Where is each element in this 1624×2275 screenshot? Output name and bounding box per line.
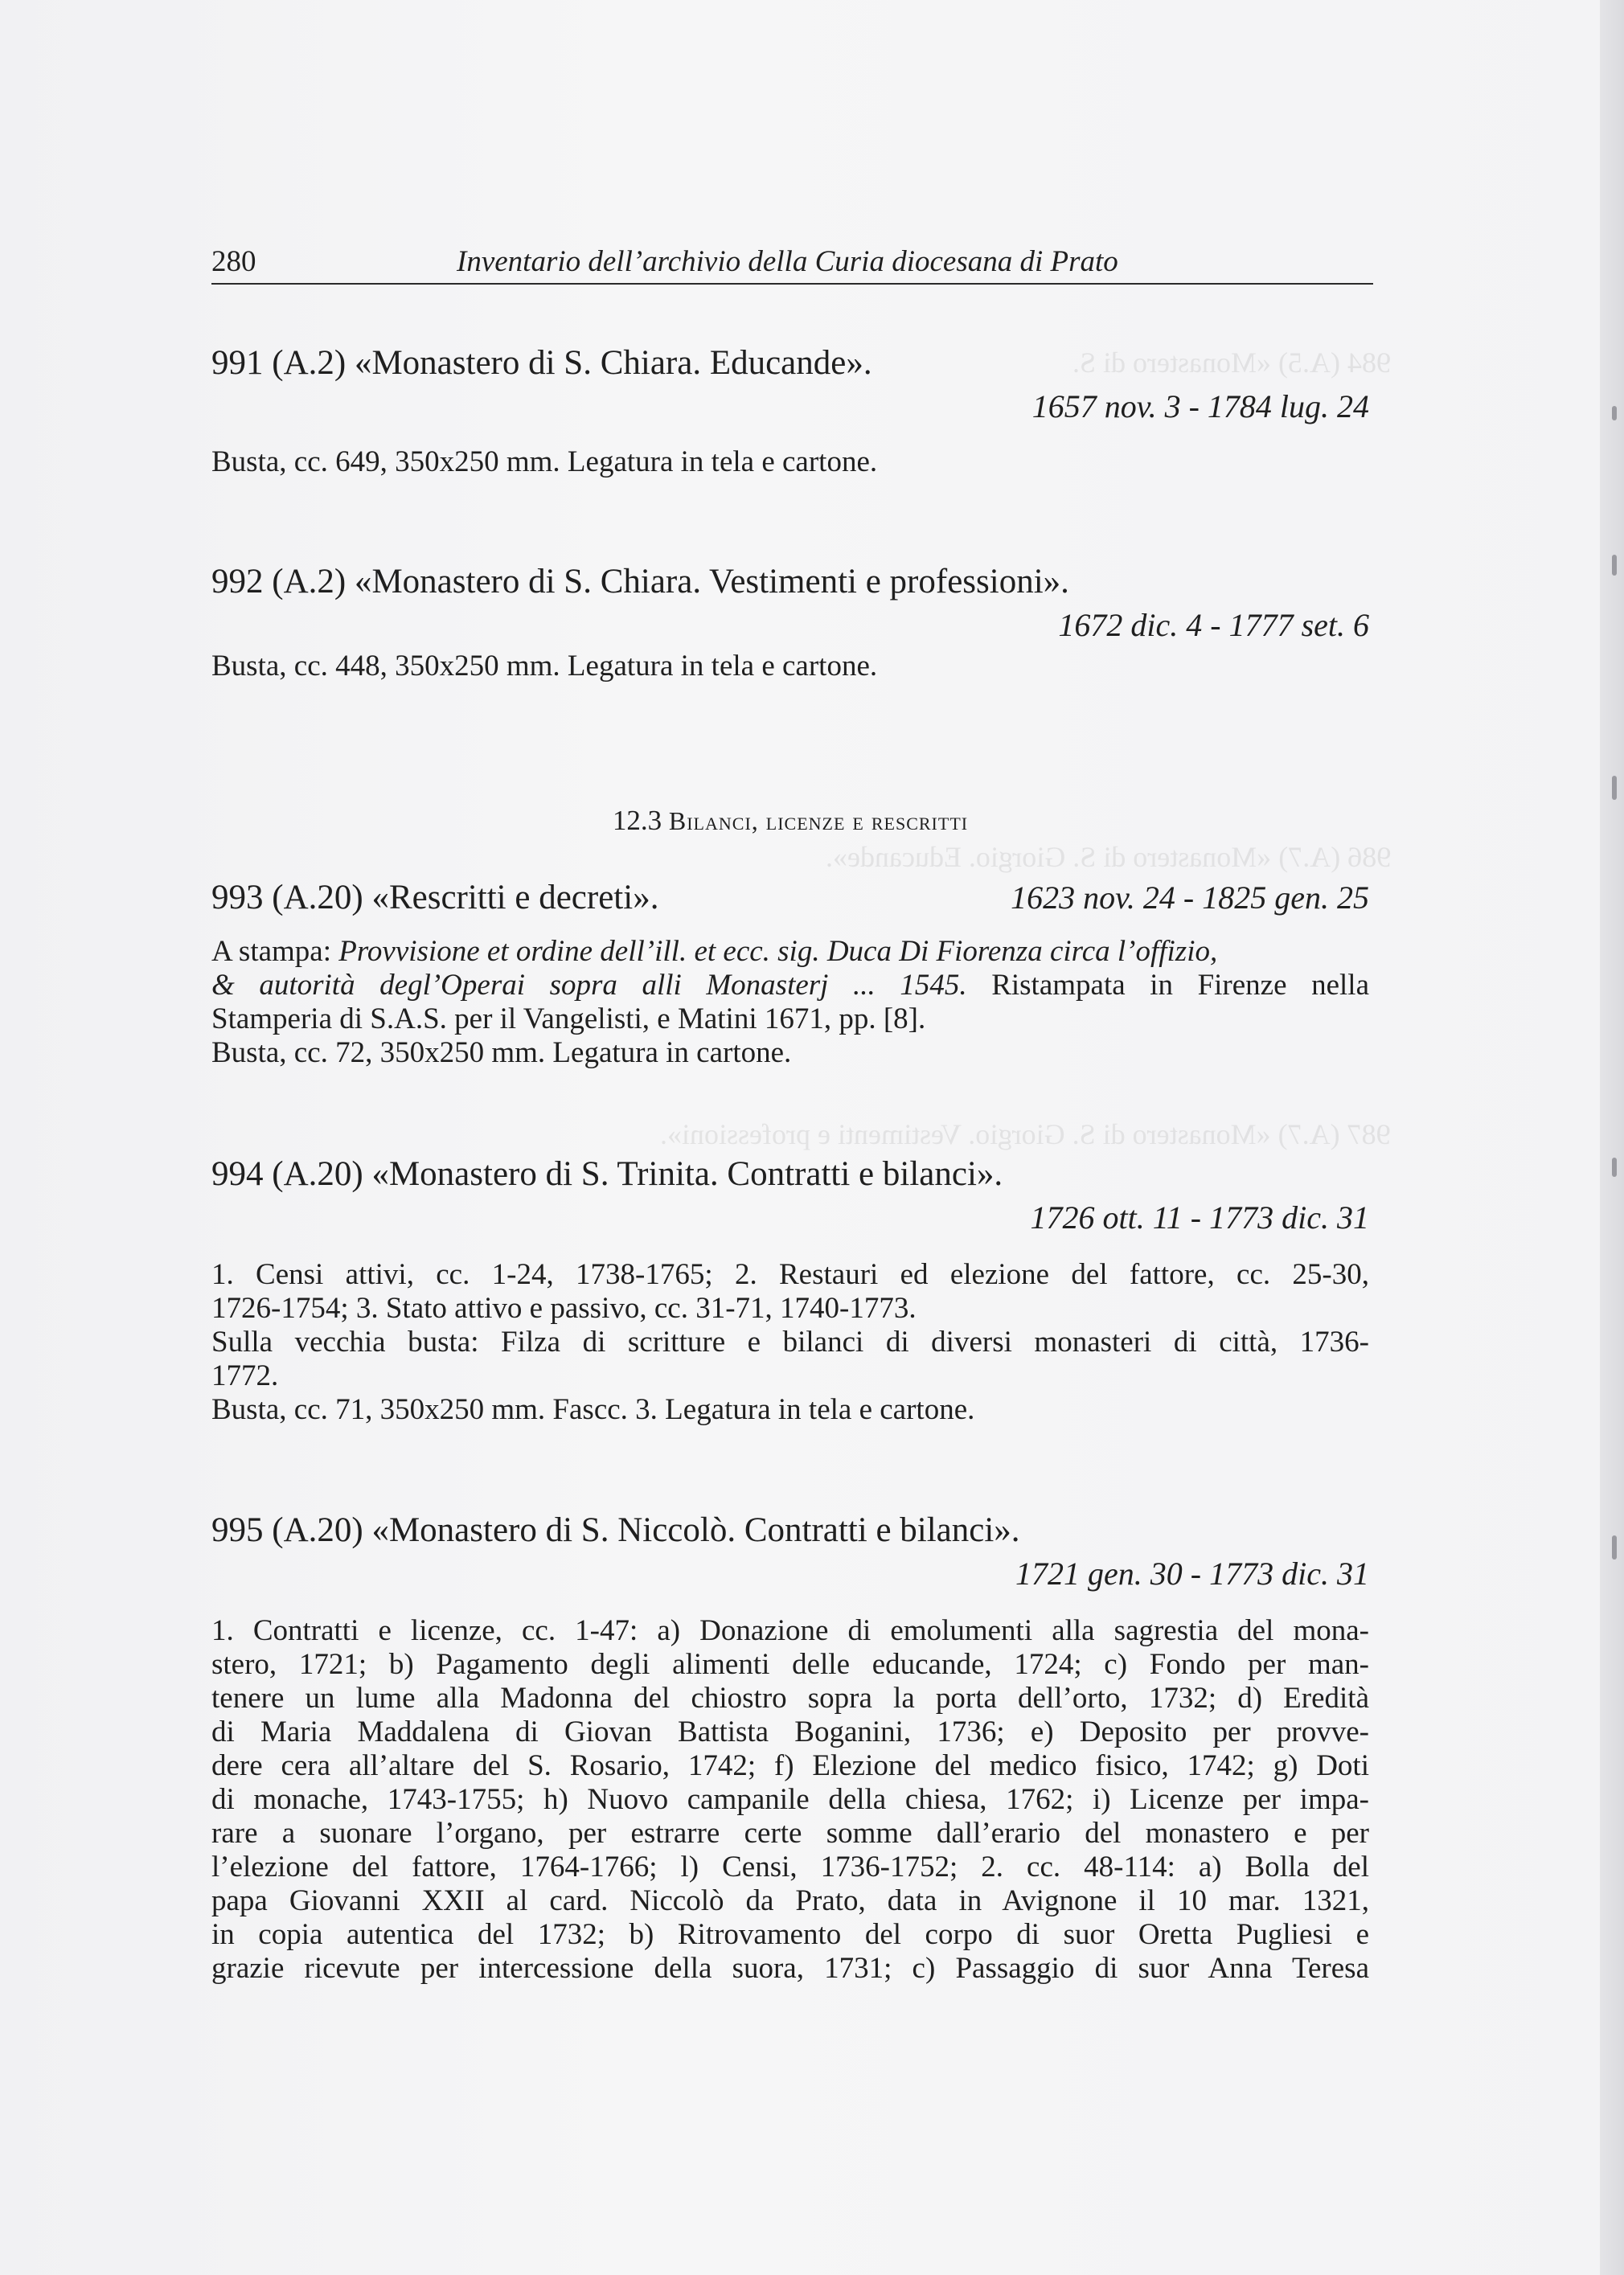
margin-mark <box>1612 555 1617 576</box>
entry-994 <box>211 1152 1369 1427</box>
entry-title: 994 (A.20) «Monastero di S. Trinita. Contratti e bilanci». <box>211 1155 1003 1193</box>
entry-995 <box>211 1508 1369 1986</box>
description-line: Busta, cc. 649, 350x250 mm. Legatura in tela e cartone. <box>211 445 878 478</box>
entry-heading-row <box>211 875 1369 920</box>
description-line: Busta, cc. 448, 350x250 mm. Legatura in tela e cartone. <box>211 650 878 682</box>
running-title: Inventario dell’archivio della Curia diocesana di Prato <box>457 245 1118 278</box>
description-line: rare a suonare l’organo, per estrarre certe somme dall’erario del monastero e per <box>211 1817 1369 1850</box>
section-title: Bilanci, licenze e rescritti <box>668 806 969 835</box>
bleed-through-line: 986 (A.7) «Monastero di S. Giorgio. Educande». <box>825 841 1391 873</box>
stampa-title: Provvisione et ordine dell’ill. et ecc. sig. Duca Di Fiorenza circa l’offizio, <box>338 935 1218 968</box>
description-line: Busta, cc. 71, 350x250 mm. Fascc. 3. Legatura in tela e cartone. <box>211 1393 975 1426</box>
description-line: l’elezione del fattore, 1764-1766; l) Censi, 1736-1752; 2. cc. 48-114: a) Bolla del <box>211 1851 1369 1884</box>
page-edge <box>1600 0 1624 2275</box>
description-line: Busta, cc. 72, 350x250 mm. Legatura in cartone. <box>211 1036 792 1069</box>
margin-mark <box>1612 406 1617 420</box>
bleed-through-line: 987 (A.7) «Monastero di S. Giorgio. Vestimenti e professioni». <box>660 1118 1391 1150</box>
entry-title: 991 (A.2) «Monastero di S. Chiara. Educande». <box>211 344 872 382</box>
entry-description <box>211 445 1369 479</box>
entry-992 <box>211 560 1369 683</box>
entry-title: 995 (A.20) «Monastero di S. Niccolò. Contratti e bilanci». <box>211 1511 1020 1549</box>
entry-description <box>211 650 1369 683</box>
description-line: di monache, 1743-1755; h) Nuovo campanile della chiesa, 1762; i) Licenze per impa- <box>211 1783 1369 1816</box>
section-heading <box>211 805 1369 837</box>
description-line: dere cera all’altare del S. Rosario, 1742; f) Elezione del medico fisico, 1742; g) Doti <box>211 1749 1369 1782</box>
margin-mark <box>1612 1535 1617 1560</box>
entry-dates: 1726 ott. 11 - 1773 dic. 31 <box>1030 1199 1369 1236</box>
entry-description <box>211 935 1369 1070</box>
bleed-through-line: 984 (A.5) «Monastero di S. <box>1072 346 1391 379</box>
description-line: tenere un lume alla Madonna del chiostro sopra la porta dell’orto, 1732; d) Eredità <box>211 1682 1369 1715</box>
entry-title: 992 (A.2) «Monastero di S. Chiara. Vestimenti e professioni». <box>211 563 1069 601</box>
description-line: stero, 1721; b) Pagamento degli alimenti delle educande, 1724; c) Fondo per man- <box>211 1648 1369 1681</box>
entry-dates: 1721 gen. 30 - 1773 dic. 31 <box>1015 1556 1369 1592</box>
entry-dates: 1672 dic. 4 - 1777 set. 6 <box>1058 607 1369 643</box>
description-line: 1726-1754; 3. Stato attivo e passivo, cc. 31-71, 1740-1773. <box>211 1292 917 1325</box>
description-line: Sulla vecchia busta: Filza di scritture e bilanci di diversi monasteri di città, 1736- <box>211 1326 1369 1359</box>
margin-mark <box>1612 776 1617 800</box>
margin-mark <box>1612 1158 1617 1177</box>
stampa-title: & autorità degl’Operai sopra alli Monasterj ... 1545. <box>211 969 967 1002</box>
entry-993 <box>211 875 1369 1070</box>
entry-dates: 1623 nov. 24 - 1825 gen. 25 <box>1011 879 1369 916</box>
section-number: 12.3 <box>612 805 662 836</box>
description-line: in copia autentica del 1732; b) Ritrovamento del corpo di suor Oretta Pugliesi e <box>211 1918 1369 1951</box>
description-line: 1772. <box>211 1359 279 1392</box>
description-line: grazie ricevute per intercessione della suora, 1731; c) Passaggio di suor Anna Teresa <box>211 1952 1369 1985</box>
description-line <box>211 969 1369 1002</box>
description-line: 1. Censi attivi, cc. 1-24, 1738-1765; 2. Restauri ed elezione del fattore, cc. 25-30, <box>211 1258 1369 1291</box>
entry-description <box>211 1614 1369 1986</box>
entry-dates: 1657 nov. 3 - 1784 lug. 24 <box>1031 388 1369 424</box>
entry-title: 993 (A.20) «Rescritti e decreti». <box>211 879 659 916</box>
stampa-label: A stampa: <box>211 935 332 968</box>
description-line: di Maria Maddalena di Giovan Battista Boganini, 1736; e) Deposito per provve- <box>211 1715 1369 1748</box>
description-line <box>211 935 1369 969</box>
stampa-note: Ristampata in Firenze nella <box>991 969 1369 1002</box>
description-line: 1. Contratti e licenze, cc. 1-47: a) Donazione di emolumenti alla sagrestia del mona- <box>211 1614 1369 1647</box>
description-line: Stamperia di S.A.S. per il Vangelisti, e Matini 1671, pp. [8]. <box>211 1002 926 1035</box>
entry-description <box>211 1258 1369 1427</box>
page-number: 280 <box>211 245 256 278</box>
entry-991 <box>211 341 1369 479</box>
description-line: papa Giovanni XXII al card. Niccolò da Prato, data in Avignone il 10 mar. 1321, <box>211 1884 1369 1917</box>
running-header <box>211 241 1373 285</box>
